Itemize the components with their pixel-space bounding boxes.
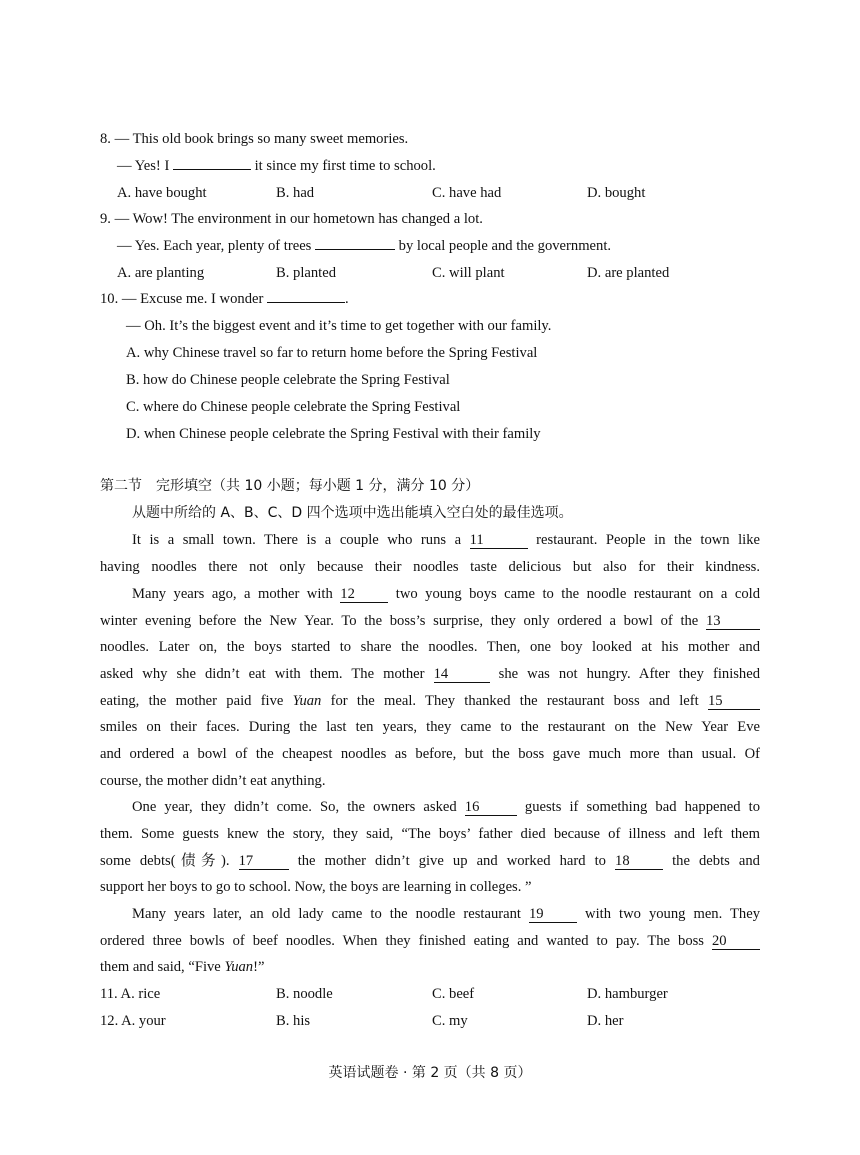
q12-option-c: C. my [432,1013,468,1029]
passage-line: having noodles there not only because their noodles taste delicious but also for their kindness. [100,559,760,575]
q9-option-d: D. are planted [587,265,670,281]
q10-option-d: D. when Chinese people celebrate the Spring Festival with their family [126,426,541,442]
passage-text: them and said, “Five [100,959,221,975]
passage-text: restaurant. People in the town like [536,532,760,548]
q9-option-c: C. will plant [432,265,505,281]
passage-line [100,665,760,683]
q8-option-d: D. bought [587,185,646,201]
passage-text: two young boys came to the noodle restaurant on a cold [395,586,761,602]
passage-line [100,932,760,950]
passage-text: eating, the mother paid five [100,693,284,709]
q8-blank [173,169,251,170]
yuan-word: Yuan [224,959,254,975]
q8-reply-post: it since my first time to school. [254,158,436,174]
passage-line: course, the mother didn’t eat anything. [100,773,326,789]
page-footer: 英语试题卷 · 第 2 页（共 8 页） [328,1065,532,1081]
q9-stem: 9. — Wow! The environment in our hometown has changed a lot. [100,211,483,227]
q11-option-a: 11. A. rice [100,986,161,1002]
q12-option-b: B. his [276,1013,311,1029]
blank-16: 16 [465,799,517,816]
q11-option-b: B. noodle [276,986,333,1002]
q12-option-a: 12. A. your [100,1013,166,1029]
passage-text: some debts(债务). [100,853,230,869]
passage-text: Many years ago, a mother with [132,586,333,602]
passage-line: and ordered a bowl of the cheapest noodles as before, but the boss gave much more than usual. Of [100,746,760,762]
q9-reply-pre: — Yes. Each year, plenty of trees [117,238,312,254]
blank-14: 14 [434,666,490,683]
q10-option-c: C. where do Chinese people celebrate the Spring Festival [126,399,461,415]
passage-text: It is a small town. There is a couple who runs a [132,532,462,548]
q8-reply [117,157,436,175]
passage-line: noodles. Later on, the boys started to share the noodles. Then, one boy looked at his mother and [100,639,760,655]
passage-text: !” [253,959,265,975]
q9-reply-post: by local people and the government. [398,238,612,254]
yuan-word: Yuan [292,693,322,709]
q10-option-b: B. how do Chinese people celebrate the Spring Festival [126,372,450,388]
blank-12: 12 [340,586,388,603]
passage-text: winter evening before the New Year. To the boss’s surprise, they only ordered a bowl of the [100,613,699,629]
q10-stem [100,290,349,308]
passage-line: them. Some guests knew the story, they said, “The boys’ father died because of illness and left them [100,826,760,842]
blank-15: 15 [708,693,760,710]
q11-option-d: D. hamburger [587,986,668,1002]
passage-line [132,531,760,549]
passage-text: for the meal. They thanked the restaurant boss and left [330,693,699,709]
passage-text: guests if something bad happened to [524,799,760,815]
q10-reply: — Oh. It’s the biggest event and it’s time to get together with our family. [126,318,552,334]
blank-20: 20 [712,933,760,950]
blank-11: 11 [470,532,528,549]
blank-17: 17 [239,853,289,870]
passage-line [100,612,760,630]
passage-line [100,958,264,976]
q8-stem: 8. — This old book brings so many sweet memories. [100,131,409,147]
section-instruction: 从题中所给的 A、B、C、D 四个选项中选出能填入空白处的最佳选项。 [132,505,573,521]
q9-blank [315,249,395,250]
passage-line: smiles on their faces. During the last ten years, they came to the restaurant on the New Year Eve [100,719,760,735]
passage-line [132,798,760,816]
passage-line [100,692,760,710]
passage-text: ordered three bowls of beef noodles. When they finished eating and wanted to pay. The boss [100,933,704,949]
passage-text: with two young men. They [585,906,761,922]
passage-line [100,852,760,870]
passage-text: the mother didn’t give up and worked hard to [297,853,606,869]
q11-option-c: C. beef [432,986,475,1002]
q10-option-a: A. why Chinese travel so far to return home before the Spring Festival [126,345,538,361]
section-title: 第二节 完形填空（共 10 小题；每小题 1 分，满分 10 分） [100,478,480,494]
q8-option-a: A. have bought [117,185,207,201]
q8-option-b: B. had [276,185,315,201]
passage-line [132,905,760,923]
q12-option-d: D. her [587,1013,624,1029]
passage-text: she was not hungry. After they finished [498,666,760,682]
passage-text: One year, they didn’t come. So, the owners asked [132,799,457,815]
q10-stem-pre: 10. — Excuse me. I wonder [100,291,264,307]
passage-text: asked why she didn’t eat with them. The mother [100,666,425,682]
passage-line: support her boys to go to school. Now, the boys are learning in colleges. ” [100,879,532,895]
passage-line [132,585,760,603]
q8-reply-pre: — Yes! I [117,158,170,174]
q8-option-c: C. have had [432,185,502,201]
q9-option-a: A. are planting [117,265,205,281]
q10-blank [267,302,345,303]
passage-text: Many years later, an old lady came to the noodle restaurant [132,906,521,922]
q9-reply [117,237,611,255]
q9-option-b: B. planted [276,265,336,281]
blank-13: 13 [706,613,760,630]
passage-text: the debts and [672,853,760,869]
blank-18: 18 [615,853,663,870]
q10-stem-post: . [344,291,349,307]
blank-19: 19 [529,906,577,923]
